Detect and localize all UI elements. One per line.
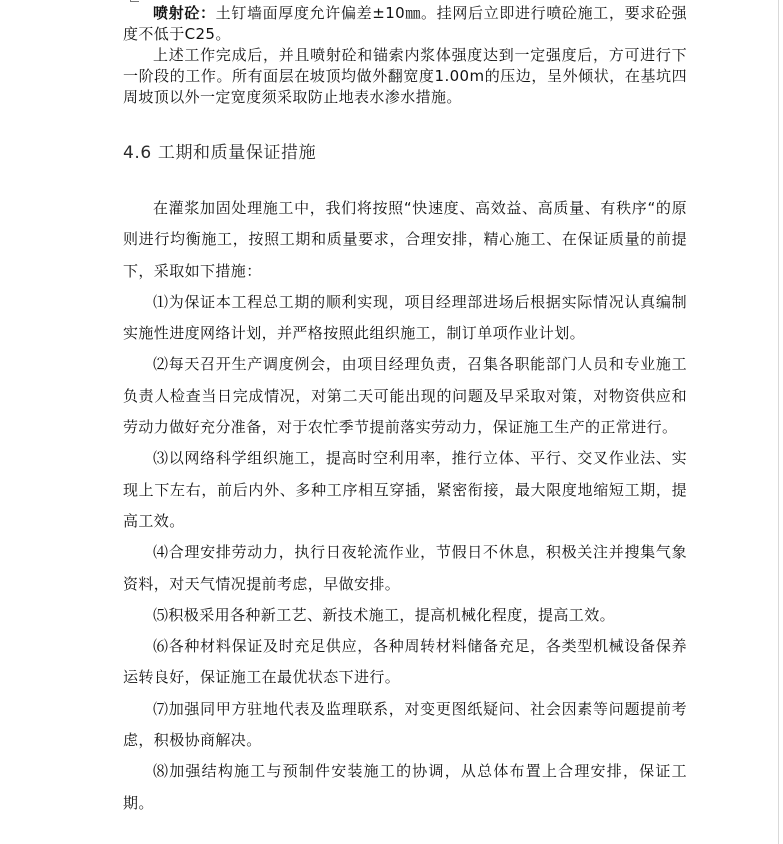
page-right-edge <box>778 0 779 844</box>
section-body <box>123 193 687 819</box>
spray-label: 喷射砼： <box>153 4 216 22</box>
measure-8: ⑻加强结构施工与预制件安装施工的协调，从总体布置上合理安排，保证工期。 <box>123 762 687 812</box>
measure-1: ⑴为保证本工程总工期的顺利实现，项目经理部进场后根据实际情况认真编制实施性进度网络计划，并严格按照此组织施工，制订单项作业计划。 <box>123 292 687 343</box>
top-section <box>123 3 687 108</box>
section-heading: 4.6 工期和质量保证措施 <box>123 143 317 163</box>
measure-6: ⑹各种材料保证及时充足供应，各种周转材料储备充足，各类型机械设备保养运转良好，保证施工在最优状态下进行。 <box>123 637 687 687</box>
measure-5: ⑸积极采用各种新工艺、新技术施工，提高机械化程度，提高工效。 <box>153 605 616 624</box>
spray-paragraph <box>123 3 687 45</box>
measure-2: ⑵每天召开生产调度例会，由项目经理负责，召集各职能部门人员和专业施工负责人检查当日完成情况，对第二天可能出现的问题及早采取对策，对物资供应和劳动力做好充分准备，对于农忙季节提前落实劳动力，保证施工生产的正常进行。 <box>123 355 687 437</box>
followup-paragraph: 上述工作完成后，并且喷射砼和锚索内浆体强度达到一定强度后，方可进行下一阶段的工作。所有面层在坡顶均做外翻宽度1.00m的压边，呈外倾状，在基坑四周坡顶以外一定宽度须采取防止地表水渗水措施。 <box>123 46 687 106</box>
measure-7: ⑺加强同甲方驻地代表及监理联系，对变更图纸疑问、社会因素等问题提前考虑，积极协商解决。 <box>123 699 687 750</box>
spray-text: 土钉墙面厚度允许偏差±10㎜。挂网后立即进行喷砼施工，要求砼强度不低于C25。 <box>123 4 688 43</box>
page-corner-mark <box>130 0 139 2</box>
measure-4: ⑷合理安排劳动力，执行日夜轮流作业，节假日不休息，积极关注并搜集气象资料，对天气情况提前考虑，早做安排。 <box>123 543 687 593</box>
measure-3: ⑶以网络科学组织施工，提高时空利用率，推行立体、平行、交叉作业法、实现上下左右，前后内外、多种工序相互穿插，紧密衔接，最大限度地缩短工期，提高工效。 <box>123 449 687 530</box>
intro-paragraph: 在灌浆加固处理施工中，我们将按照“快速度、高效益、高质量、有秩序“的原则进行均衡施工，按照工期和质量要求，合理安排，精心施工、在保证质量的前提下，采取如下措施： <box>123 199 687 280</box>
